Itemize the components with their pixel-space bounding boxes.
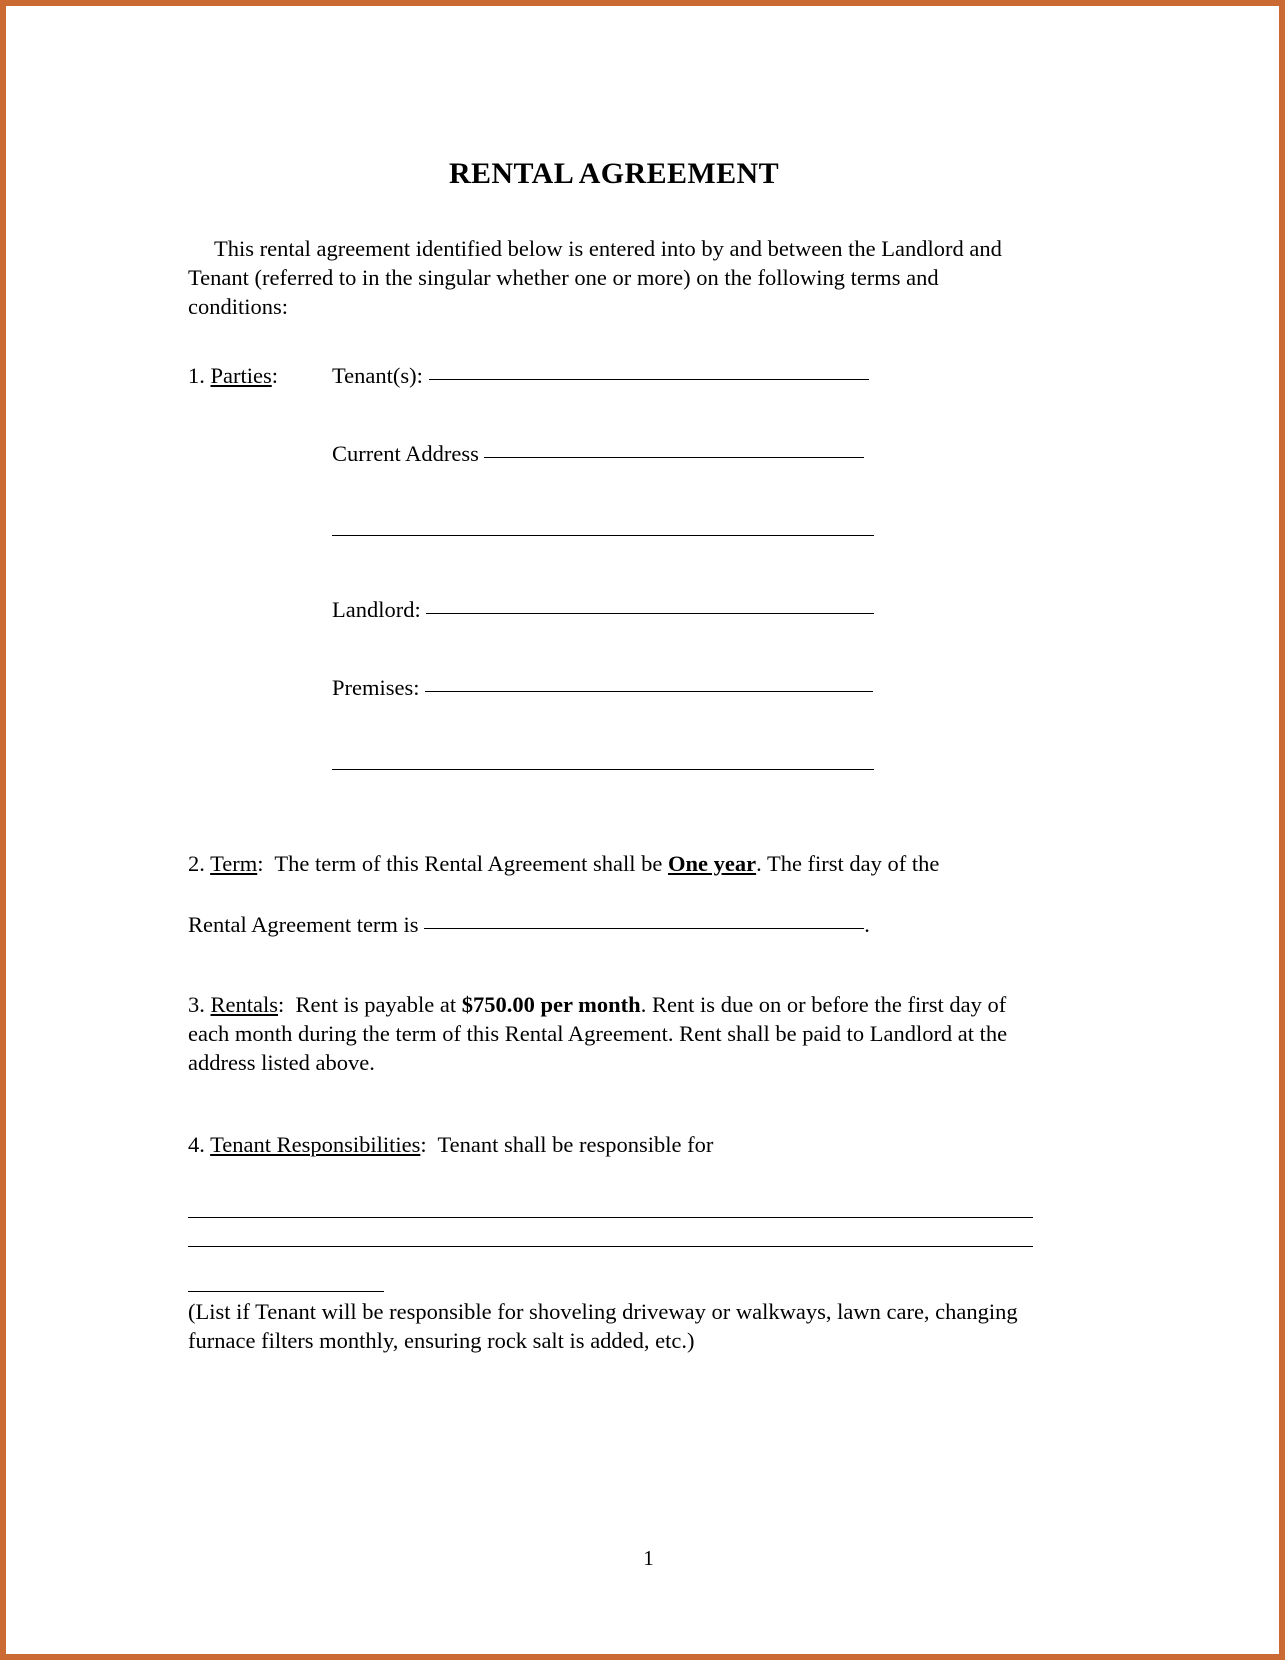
section-parties-number: 1. bbox=[188, 363, 205, 389]
responsibilities-rule-2[interactable] bbox=[188, 1246, 1033, 1247]
field-term-start-date-rule[interactable] bbox=[424, 928, 864, 929]
parties-landlord-row bbox=[188, 597, 1040, 623]
section-parties-heading bbox=[188, 363, 332, 389]
intro-paragraph: This rental agreement identified below is entered into by and between the Landlord and Tenant (referred to in the singular whether one or more) on the following terms and conditions: bbox=[188, 236, 1002, 320]
spacer-row-2 bbox=[188, 467, 1040, 519]
field-premises[interactable] bbox=[332, 675, 1040, 701]
field-tenants[interactable] bbox=[332, 363, 1040, 389]
section-term-colon: : bbox=[257, 851, 264, 877]
spacer-row-1 bbox=[188, 389, 1040, 441]
section-rentals-text-after: . Rent is due on or before the first day of each month during the term of this Rental Agreement. Rent shall be paid to Landlord at the address listed above. bbox=[188, 992, 1008, 1076]
section-responsibilities-text: Tenant shall be responsible for bbox=[437, 1132, 714, 1158]
field-landlord-label: Landlord: bbox=[332, 597, 421, 623]
page-title: RENTAL AGREEMENT bbox=[448, 157, 780, 190]
field-current-address-rule[interactable] bbox=[484, 457, 864, 458]
parties-premises-row bbox=[188, 675, 1040, 701]
field-current-address[interactable] bbox=[332, 441, 1040, 467]
section-term-emphasis: One year bbox=[668, 851, 757, 877]
page-number: 1 bbox=[643, 1546, 654, 1570]
responsibilities-blank-lines bbox=[188, 1159, 1040, 1292]
parties-address-row bbox=[188, 441, 1040, 467]
field-landlord-rule[interactable] bbox=[426, 613, 874, 614]
document-content bbox=[188, 12, 1040, 1355]
section-responsibilities bbox=[188, 1077, 1040, 1355]
field-landlord[interactable] bbox=[332, 597, 1040, 623]
section-parties-colon: : bbox=[271, 363, 279, 389]
section-responsibilities-title: Tenant Responsibilities bbox=[210, 1132, 421, 1158]
section-term bbox=[188, 779, 1040, 939]
parties-address-row-2 bbox=[188, 519, 1040, 545]
section-responsibilities-number: 4. bbox=[188, 1132, 205, 1158]
section-responsibilities-colon: : bbox=[420, 1132, 427, 1158]
field-tenants-rule[interactable] bbox=[429, 379, 869, 380]
section-term-text-before: The term of this Rental Agreement shall be bbox=[274, 851, 663, 877]
section-parties bbox=[188, 321, 1040, 779]
field-premises-rule[interactable] bbox=[425, 691, 873, 692]
section-term-line2-before: Rental Agreement term is bbox=[188, 912, 419, 938]
section-term-line2 bbox=[188, 878, 1040, 939]
field-current-address-line2[interactable] bbox=[332, 519, 1040, 545]
spacer-row-5 bbox=[188, 701, 1040, 753]
section-term-number: 2. bbox=[188, 851, 205, 877]
field-premises-line2-rule[interactable] bbox=[332, 769, 874, 770]
section-rentals bbox=[188, 939, 1040, 1077]
field-current-address-label: Current Address bbox=[332, 441, 479, 467]
parties-premises-row-2 bbox=[188, 753, 1040, 779]
section-responsibilities-line bbox=[188, 1130, 1040, 1159]
section-term-line1 bbox=[188, 849, 1040, 878]
field-premises-label: Premises: bbox=[332, 675, 420, 701]
section-term-title: Term bbox=[210, 851, 258, 877]
section-rentals-title: Rentals bbox=[210, 992, 278, 1018]
responsibilities-rule-1[interactable] bbox=[188, 1217, 1033, 1218]
section-rentals-number: 3. bbox=[188, 992, 205, 1018]
field-premises-line2[interactable] bbox=[332, 753, 1040, 779]
responsibilities-note: (List if Tenant will be responsible for shoveling driveway or walkways, lawn care, changing furnace filters monthly, ensuring rock salt is added, etc.) bbox=[188, 1299, 1018, 1354]
section-rentals-colon: : bbox=[278, 992, 285, 1018]
section-rentals-amount: $750.00 per month bbox=[461, 992, 641, 1018]
spacer-row-3 bbox=[188, 545, 1040, 597]
field-tenants-label: Tenant(s): bbox=[332, 363, 423, 389]
section-rentals-text-before: Rent is payable at bbox=[295, 992, 457, 1018]
spacer-row-4 bbox=[188, 623, 1040, 675]
section-parties-title: Parties bbox=[210, 363, 272, 389]
field-current-address-line2-rule[interactable] bbox=[332, 535, 874, 536]
paper-sheet bbox=[12, 12, 1285, 1660]
parties-first-row bbox=[188, 363, 1040, 389]
section-term-text-after: . The first day of the bbox=[756, 851, 940, 877]
section-term-line2-after: . bbox=[864, 912, 870, 938]
